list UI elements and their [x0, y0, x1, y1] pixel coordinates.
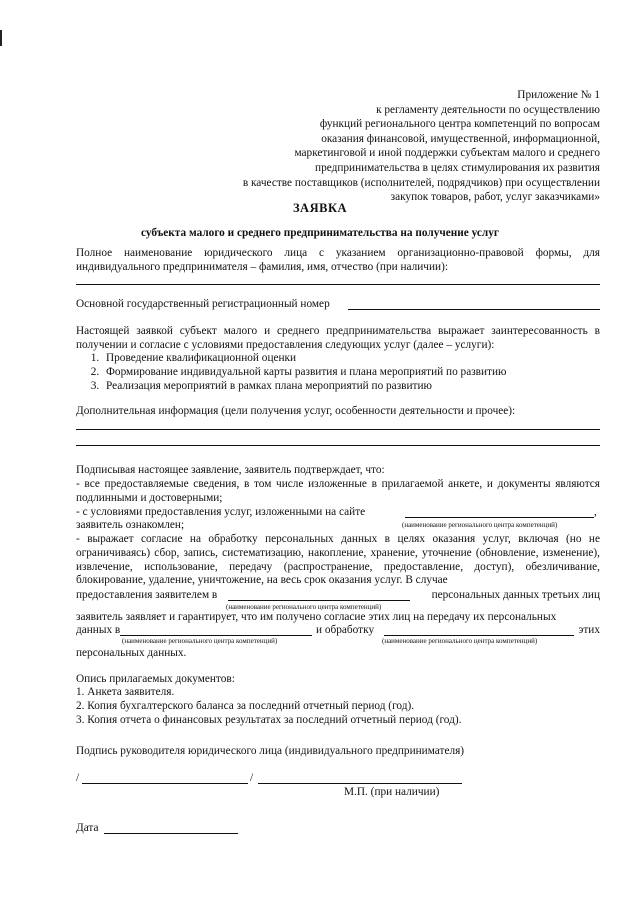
document-item: 2. Копия бухгалтерского баланса за последний отчетный период (год). — [76, 700, 415, 712]
confirm-item-3-b: персональных данных третьих лиц — [431, 589, 600, 601]
signature-slash-right: / — [250, 772, 254, 784]
field-caption: (наименование регионального центра компетенций) — [382, 637, 538, 645]
full-name-label: Полное наименование юридического лица с указанием организационно-правовой формы, для индивидуального предпринимателя – фамилия, имя, отчество (при наличии): — [76, 247, 600, 273]
confirm-item-3-c: заявитель заявляет и гарантирует, что им получено согласие этих лиц на передачу их персональных — [76, 611, 557, 623]
field-caption: (наименование регионального центра компетенций) — [402, 521, 558, 529]
document-title: ЗАЯВКА — [292, 201, 348, 215]
field-caption: (наименование регионального центра компетенций) — [226, 603, 382, 611]
additional-info-field-1[interactable] — [76, 429, 600, 430]
confirm-item-3-d3: этих — [578, 624, 600, 636]
date-label: Дата — [76, 822, 99, 834]
additional-info-field-2[interactable] — [76, 445, 600, 446]
services-list — [76, 352, 600, 393]
confirm-item-2-comma: , — [594, 506, 597, 518]
center-name-field-3[interactable] — [384, 635, 574, 636]
confirm-item-3-a: предоставления заявителем в — [76, 589, 218, 601]
appendix-line: маркетинговой и иной поддержки субъектам малого и среднего — [294, 147, 600, 160]
stamp-label: М.П. (при наличии) — [344, 786, 440, 798]
appendix-line: функций регионального центра компетенций по вопросам — [319, 118, 600, 131]
document-item: 1. Анкета заявителя. — [76, 686, 175, 698]
confirm-item-3: - выражает согласие на обработку персональных данных в целях оказания услуг, включая (но не ограничиваясь) сбор, запись, систематизацию, накопление, хранение, уточнение (обновление, изменение), извлечение, использование, передачу (распространение, предоставление, доступ), обезличивание, блокирование, удаление, уничтожение, на весь срок оказания услуг. В случае — [76, 533, 600, 587]
signature-name-field[interactable] — [258, 783, 462, 784]
service-item: 2. Формирование индивидуальной карты развития и плана мероприятий по развитию — [102, 366, 600, 380]
confirm-item-2-cont: заявитель ознакомлен; — [76, 519, 185, 531]
documents-title: Опись прилагаемых документов: — [76, 673, 235, 685]
service-item: 3. Реализация мероприятий в рамках плана мероприятий по развитию — [102, 380, 600, 394]
scan-edge-mark — [0, 30, 2, 46]
confirm-intro: Подписывая настоящее заявление, заявитель подтверждает, что: — [76, 464, 385, 476]
center-name-field-2[interactable] — [120, 635, 312, 636]
appendix-line: закупок товаров, работ, услуг заказчиками» — [390, 191, 600, 204]
confirm-item-3-e: персональных данных. — [76, 647, 187, 659]
full-name-field[interactable] — [76, 284, 600, 285]
ogrn-field[interactable] — [348, 309, 600, 310]
field-caption: (наименование регионального центра компетенций) — [122, 637, 278, 645]
document-subtitle: субъекта малого и среднего предпринимательства на получение услуг — [140, 227, 500, 239]
appendix-line: Приложение № 1 — [517, 89, 600, 101]
confirm-item-3-d2: и обработку — [316, 624, 375, 636]
signature-slash-left: / — [76, 772, 80, 784]
center-name-field-1[interactable] — [228, 600, 410, 601]
date-field[interactable] — [104, 833, 238, 834]
confirm-item-2-start: - с условиями предоставления услуг, изложенными на сайте — [76, 506, 366, 518]
confirm-item-1: - все предоставляемые сведения, в том числе изложенные в прилагаемой анкете, и документы являются подлинными и достоверными; — [76, 478, 600, 504]
appendix-header — [180, 88, 600, 205]
service-item: 1. Проведение квалификационной оценки — [102, 352, 600, 366]
confirm-item-3-d1: данных в — [76, 624, 121, 636]
ogrn-label: Основной государственный регистрационный номер — [76, 298, 330, 310]
additional-info-label: Дополнительная информация (цели получения услуг, особенности деятельности и прочее): — [76, 405, 516, 417]
document-item: 3. Копия отчета о финансовых результатах за последний отчетный период (год). — [76, 714, 462, 726]
signature-field[interactable] — [82, 783, 248, 784]
signature-label: Подпись руководителя юридического лица (индивидуального предпринимателя) — [76, 745, 465, 757]
appendix-line: в качестве поставщиков (исполнителей, подрядчиков) при осуществлении — [242, 176, 600, 189]
interest-text: Настоящей заявкой субъект малого и среднего предпринимательства выражает заинтересованность в получении и согласие с условиями предоставления следующих услуг (далее – услуги): — [76, 325, 600, 351]
appendix-line: оказания финансовой, имущественной, информационной, — [321, 132, 600, 145]
website-field[interactable] — [405, 517, 594, 518]
appendix-line: предпринимательства в целях стимулирования их развития — [315, 161, 600, 174]
appendix-line: к регламенту деятельности по осуществлению — [376, 103, 600, 116]
